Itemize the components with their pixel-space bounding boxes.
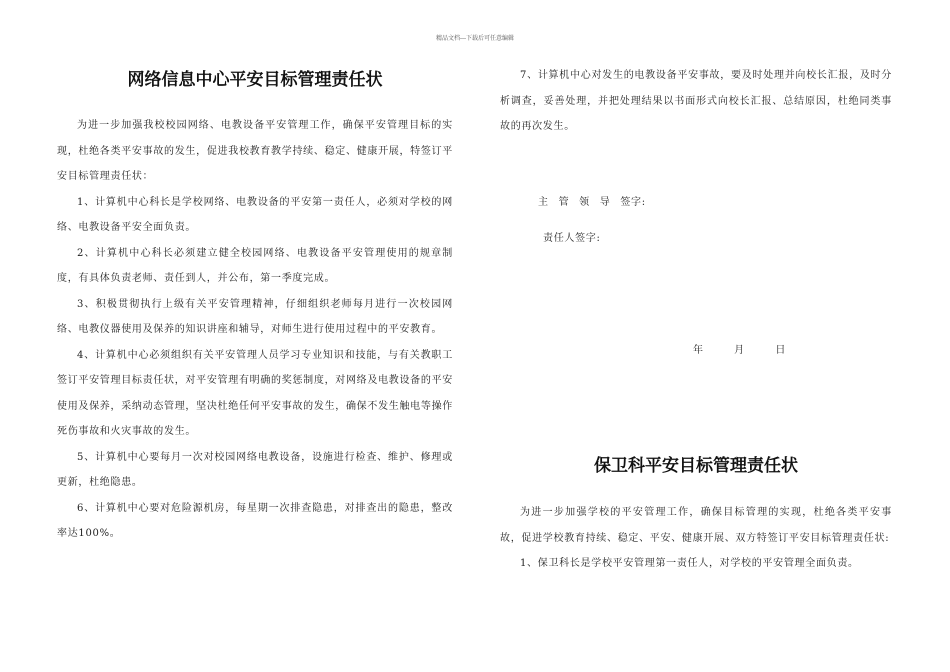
network-center-title: 网络信息中心平安目标管理责任状 — [127, 70, 383, 90]
left-item-1: 1、计算机中心科长是学校网络、电教设备的平安第一责任人，必须对学校的网络、电教设备平安全面负责。 — [57, 196, 453, 233]
header-note: 精品文档---下载后可任意编辑 — [435, 35, 515, 42]
right-item-7: 7、计算机中心对发生的电教设备平安事故，要及时处理并向校长汇报，及时分析调查，妥善处理，并把处理结果以书面形式向校长汇报、总结原因，杜绝同类事故的再次发生。 — [500, 70, 892, 132]
right-intro: 为进一步加强学校的平安管理工作，确保目标管理的实现，杜绝各类平安事故，促进学校教育持续、稳定、平安、健康开展、双方特签订平安目标管理责任状: — [500, 507, 892, 544]
right-item-1: 1、保卫科长是学校平安管理第一责任人，对学校的平安管理全面负责。 — [520, 558, 859, 569]
left-intro: 为进一步加强我校校园网络、电教设备平安管理工作，确保平安管理目标的实现，杜绝各类平安事故的发生，促进我校教育教学持续、稳定、健康开展，特签订平安目标管理责任状： — [57, 120, 453, 182]
security-dept-title: 保卫科平安目标管理责任状 — [594, 456, 798, 476]
responsible-person-signature-label: 责任人签字: — [543, 233, 601, 244]
left-item-3: 3、积极贯彻执行上级有关平安管理精神，仔细组织老师每月进行一次校园网络、电教仪器使用及保养的知识讲座和辅导，对师生进行使用过程中的平安教育。 — [57, 298, 453, 335]
right-body — [500, 500, 892, 577]
left-item-6: 6、计算机中心要对危险源机房，每星期一次排查隐患，对排查出的隐患，整改率达100%。 — [57, 502, 453, 539]
date-line: 年 月 日 — [693, 345, 786, 356]
left-item-4: 4、计算机中心必须组织有关平安管理人员学习专业知识和技能，与有关教职工签订平安管理目标责任状，对平安管理有明确的奖惩制度，对网络及电教设备的平安使用及保养，采纳动态管理，坚决杜绝任何平安事故的发生，确保不发生触电等操作死伤事故和火灾事故的发生。 — [57, 349, 453, 437]
left-item-5: 5、计算机中心要每月一次对校园网络电教设备，设施进行检查、维护、修理或更新，杜绝隐患。 — [57, 451, 453, 488]
left-item-2: 2、计算机中心科长必须建立健全校园网络、电教设备平安管理使用的规章制度，有具体负责老师、责任到人，并公布，第一季度完成。 — [57, 247, 453, 284]
left-body — [57, 113, 453, 547]
leader-signature-label: 主 管 领 导 签字: — [538, 197, 646, 208]
